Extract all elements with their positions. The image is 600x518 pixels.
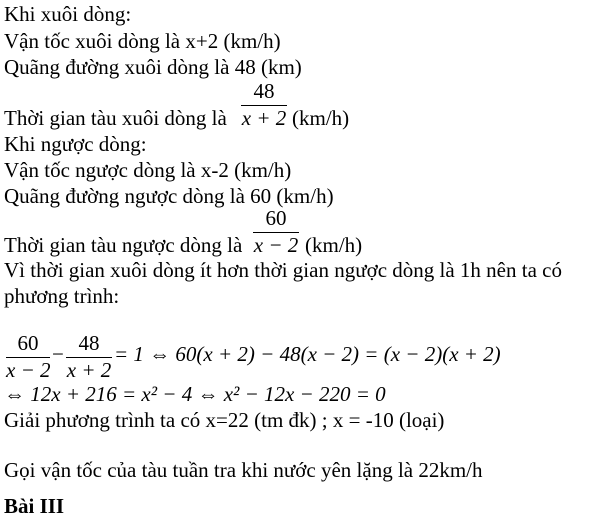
- upstream-distance: Quãng đường ngược dòng là 60 (km/h): [4, 184, 334, 208]
- downstream-time-label: Thời gian tàu xuôi dòng là: [4, 106, 227, 130]
- reasoning-line-2: phương trình:: [4, 284, 120, 308]
- upstream-heading: Khi ngược dòng:: [4, 132, 147, 156]
- equation-fraction-1-numerator: 60: [17, 331, 39, 355]
- conclusion-line: Gọi vận tốc của tàu tuần tra khi nước yên lặng là 22km/h: [4, 458, 483, 482]
- upstream-time-numerator: 60: [265, 206, 287, 230]
- equation-fraction-2: [66, 333, 112, 381]
- next-section-heading: Bài III: [4, 494, 65, 518]
- downstream-time-fraction: [241, 81, 287, 129]
- upstream-time-denominator: x − 2: [253, 233, 299, 257]
- downstream-time-unit: (km/h): [292, 106, 350, 130]
- upstream-speed: Vận tốc ngược dòng là x-2 (km/h): [4, 158, 292, 182]
- downstream-time-numerator: 48: [253, 79, 275, 103]
- equation-fraction-2-numerator: 48: [78, 331, 100, 355]
- upstream-time-fraction: [253, 208, 299, 256]
- upstream-time-unit: (km/h): [305, 233, 363, 257]
- equation-fraction-2-denominator: x + 2: [66, 358, 112, 382]
- upstream-time-label: Thời gian tàu ngược dòng là: [4, 233, 243, 257]
- downstream-speed: Vận tốc xuôi dòng là x+2 (km/h): [4, 29, 281, 53]
- reasoning-line-1: Vì thời gian xuôi dòng ít hơn thời gian ngược dòng là 1h nên ta có: [4, 258, 562, 282]
- equation-line-2: ⇔ 12x + 216 = x² − 4 ⇔ x² − 12x − 220 = 0: [4, 382, 386, 406]
- equation-fraction-1-denominator: x − 2: [6, 358, 51, 382]
- solution-line: Giải phương trình ta có x=22 (tm đk) ; x = -10 (loại): [4, 408, 445, 432]
- equation-fraction-1: [6, 333, 50, 381]
- equation-rhs: = 1 ⇔ 60(x + 2) − 48(x − 2) = (x − 2)(x + 2): [114, 342, 501, 366]
- equation-minus-sign: −: [52, 342, 64, 366]
- downstream-time-denominator: x + 2: [241, 106, 287, 130]
- downstream-heading: Khi xuôi dòng:: [4, 2, 132, 26]
- downstream-distance: Quãng đường xuôi dòng là 48 (km): [4, 55, 302, 79]
